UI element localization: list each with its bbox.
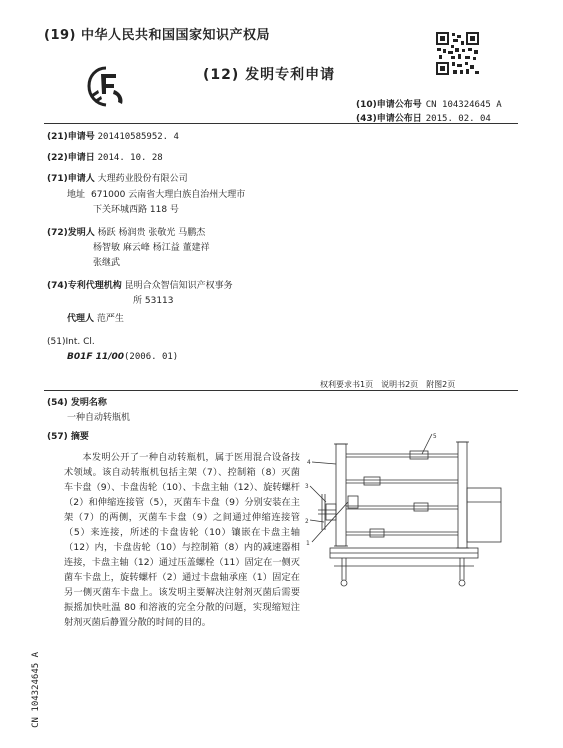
application-number-label: (21)申请号 xyxy=(47,132,95,142)
application-number xyxy=(47,130,179,144)
inventors-line-1: 杨跃 杨润贵 张敬光 马鹏杰 xyxy=(97,228,206,238)
abstract-text: 本发明公开了一种自动转瓶机，属于医用混合设备技术领域。该自动转瓶机包括主架（7）、控制箱（8）灭菌车卡盘（9）、卡盘齿轮（10）、卡盘主轴（12）、旋转螺杆（2）和伸缩连接管（5），灭菌车卡盘（9）分别安装在主架（7）的两侧，灭菌车卡盘（9）之间通过伸缩连接管（5）来连接，所述的卡盘齿轮（10）镶嵌在卡盘主轴（12）内，卡盘齿轮（10）与控制箱（8）内的减速器相连接，卡盘主轴（12）通过压盖螺栓（11）固定在一侧灭菌车卡盘上，旋转螺杆（2）通过卡盘轴承座（1）固定在另一侧灭菌车卡盘上。该发明主要解决注射剂灭菌后需要振摇加快吐温 80 和溶液的完全分散的问题，实现缩短注射剂灭菌后静置分散的时间的目的。 xyxy=(64,452,300,628)
address-line-2: 下关环城西路 118 号 xyxy=(93,205,179,215)
address-line-1: 671000 云南省大理白族自治州大理市 xyxy=(91,190,246,200)
machine-drawing xyxy=(304,432,518,592)
drawing-pages: 附图2页 xyxy=(426,380,456,389)
agent xyxy=(67,312,124,326)
publication-date-label: (43)申请公布日 xyxy=(356,114,422,124)
agent-label: 代理人 xyxy=(67,314,95,324)
applicant xyxy=(47,172,188,186)
description-pages: 说明书2页 xyxy=(381,380,419,389)
claims-pages: 权利要求书1页 xyxy=(320,380,374,389)
publication-number-value: CN 104324645 A xyxy=(425,100,502,110)
drawing-label-2: 2 xyxy=(305,518,309,525)
int-cl-label: (51)Int. Cl. xyxy=(47,337,95,347)
applicant-label: (71)申请人 xyxy=(47,174,95,184)
drawing-label-1: 1 xyxy=(306,540,310,547)
inventors-line-3: 张继武 xyxy=(93,258,121,268)
side-publication-number: CN 104324645 A xyxy=(31,652,41,728)
application-date xyxy=(47,151,163,165)
invention-title-label: (54) 发明名称 xyxy=(47,398,107,408)
page-counts xyxy=(320,379,455,390)
patent-agency-line-1: 昆明合众智信知识产权事务 xyxy=(124,281,233,291)
patent-agency xyxy=(47,279,233,293)
inventors-label: (72)发明人 xyxy=(47,228,95,238)
inventors xyxy=(47,226,205,240)
patent-agency-label: (74)专利代理机构 xyxy=(47,281,122,291)
publication-number-label: (10)申请公布号 xyxy=(356,100,422,110)
publication-date-value: 2015. 02. 04 xyxy=(425,114,491,124)
cnipa-logo-icon xyxy=(84,64,130,110)
publication-number xyxy=(356,97,502,110)
drawing-label-4: 4 xyxy=(307,459,311,466)
header-divider xyxy=(44,123,518,124)
application-number-value: 201410585952. 4 xyxy=(97,132,179,142)
invention-title: 一种自动转瓶机 xyxy=(67,413,131,423)
patent-agency-line-2: 所 53113 xyxy=(133,296,174,306)
applicant-value: 大理药业股份有限公司 xyxy=(97,174,188,184)
int-cl-code: B01F 11/00 xyxy=(67,352,125,362)
qr-code-icon xyxy=(435,31,480,76)
drawing-label-3: 3 xyxy=(305,483,309,490)
inventors-line-2: 杨智敏 麻云峰 杨江益 董建祥 xyxy=(93,243,210,253)
document-type-title: (12) 发明专利申请 xyxy=(203,67,336,83)
drawing-label-5: 5 xyxy=(433,433,437,440)
int-cl-date: (2006. 01) xyxy=(124,352,179,362)
address-label: 地址 xyxy=(67,190,86,200)
application-date-value: 2014. 10. 28 xyxy=(97,153,163,163)
int-cl-classification xyxy=(67,350,178,364)
application-date-label: (22)申请日 xyxy=(47,153,95,163)
bib-divider xyxy=(44,390,518,391)
agent-value: 范严生 xyxy=(96,314,124,324)
patent-office-name: (19) 中华人民共和国国家知识产权局 xyxy=(44,28,270,43)
abstract-label: (57) 摘要 xyxy=(47,432,89,442)
